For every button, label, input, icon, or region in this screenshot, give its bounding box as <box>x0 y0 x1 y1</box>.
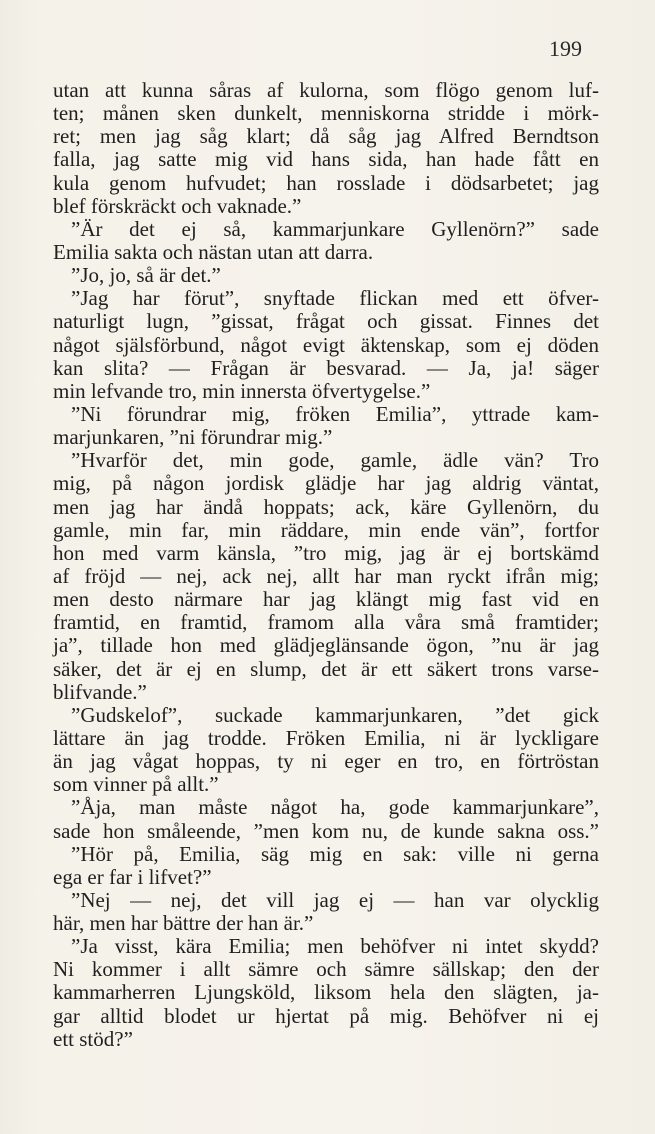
text-line: af fröjd — nej, ack nej, allt har man ryckt ifrån mig; <box>53 563 599 588</box>
text-line: naturligt lugn, ”gissat, frågat och gissat. Finnes det <box>53 309 599 334</box>
text-line: ”Hvarför det, min gode, gamle, ädle vän? Tro <box>71 448 599 473</box>
text-line: men jag har ändå hoppats; ack, käre Gyllenörn, du <box>53 494 599 519</box>
text-line: falla, jag satte mig vid hans sida, han hade fått en <box>53 147 599 172</box>
text-line: gar alltid blodet ur hjertat på mig. Behöfver ni ej <box>53 1003 599 1028</box>
text-line: men desto närmare har jag klängt mig fast vid en <box>53 587 599 612</box>
text-line: ”Ni förundrar mig, fröken Emilia”, yttrade kam- <box>71 401 599 426</box>
body-text <box>53 79 599 1051</box>
text-line: utan att kunna såras af kulorna, som flögo genom luf- <box>53 78 599 102</box>
text-line: ”Gudskelof”, suckade kammarjunkaren, ”det gick <box>71 702 599 727</box>
text-line: ”Jag har förut”, snyftade flickan med ett öfver- <box>71 286 599 311</box>
text-line: än jag vågat hoppas, ty ni eger en tro, en förtröstan <box>53 749 599 774</box>
text-line: ega er far i lifvet?” <box>53 864 212 889</box>
text-line: här, men har bättre der han är.” <box>53 911 314 936</box>
text-line: ja”, tillade hon med glädjeglänsande ögon, ”nu är jag <box>53 633 599 658</box>
text-line: ten; månen sken dunkelt, menniskorna stridde i mörk- <box>53 101 599 126</box>
text-line: ”Nej — nej, det vill jag ej — han var olycklig <box>71 887 599 912</box>
text-line: kan slita? — Frågan är besvarad. — Ja, ja! säger <box>53 355 599 380</box>
text-line: hon med varm känsla, ”tro mig, jag är ej bortskämd <box>53 540 599 565</box>
text-line: lättare än jag trodde. Fröken Emilia, ni är lyckligare <box>53 725 599 750</box>
text-line: som vinner på allt.” <box>53 772 219 797</box>
text-line: mig, på någon jordisk glädje har jag aldrig väntat, <box>53 471 599 496</box>
text-line: kula genom hufvudet; han rosslade i dödsarbetet; jag <box>53 170 599 195</box>
text-line: sade hon småleende, ”men kom nu, de kunde sakna oss.” <box>53 818 599 843</box>
text-line: marjunkaren, ”ni förundrar mig.” <box>53 425 333 450</box>
text-line: ”Jo, jo, så är det.” <box>71 263 221 288</box>
text-line: kammarherren Ljungsköld, liksom hela den slägten, ja- <box>53 980 599 1005</box>
text-line: ”Är det ej så, kammarjunkare Gyllenörn?” sade <box>71 216 599 241</box>
text-line: gamle, min far, min räddare, min ende vän”, fortfor <box>53 517 599 542</box>
text-line: ”Hör på, Emilia, säg mig en sak: ville ni gerna <box>71 841 599 866</box>
text-line: min lefvande tro, min innersta öfvertygelse.” <box>53 378 431 403</box>
text-line: Emilia sakta och nästan utan att darra. <box>53 239 374 264</box>
text-line: något själsförbund, något evigt äktenskap, som ej döden <box>53 332 599 357</box>
text-line: Ni kommer i allt sämre och sämre sällskap; den der <box>53 957 599 982</box>
page-number: 199 <box>549 36 582 61</box>
text-line: ”Åja, man måste något ha, gode kammarjunkare”, <box>71 795 599 820</box>
text-line: ”Ja visst, kära Emilia; men behöfver ni intet skydd? <box>71 934 599 959</box>
text-line: framtid, en framtid, framom alla våra små framtider; <box>53 610 599 635</box>
text-line: blifvande.” <box>53 679 147 704</box>
text-line: säker, det är ej en slump, det är ett säkert trons varse- <box>53 656 599 681</box>
text-line: ret; men jag såg klart; då såg jag Alfred Berndtson <box>53 124 599 149</box>
text-line: ett stöd?” <box>53 1026 133 1051</box>
text-line: blef förskräckt och vaknade.” <box>53 193 302 218</box>
